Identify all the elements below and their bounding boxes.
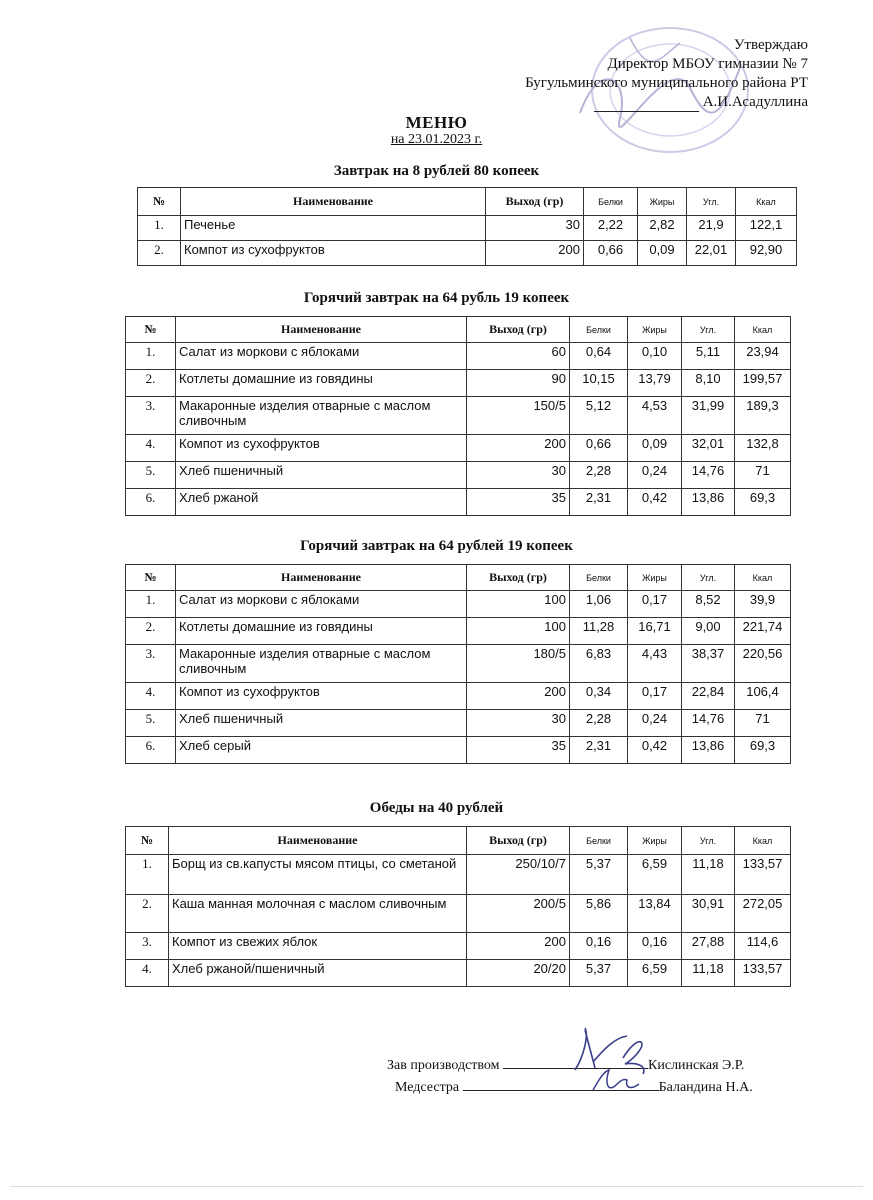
row-carbs: 22,84 [682, 683, 735, 710]
row-protein: 2,31 [570, 737, 628, 764]
table-row [126, 737, 791, 764]
menu-date [0, 132, 873, 148]
row-carbs: 22,01 [687, 241, 736, 266]
col-yield: Выход (гр) [467, 827, 570, 855]
row-fat: 13,84 [628, 895, 682, 933]
col-name: Наименование [176, 565, 467, 591]
approval-block [525, 36, 808, 112]
row-yield: 20/20 [467, 960, 570, 987]
row-fat: 0,24 [628, 710, 682, 737]
col-name: Наименование [181, 188, 486, 216]
row-name: Салат из моркови с яблоками [176, 343, 467, 370]
row-yield: 200/5 [467, 895, 570, 933]
col-yield: Выход (гр) [467, 317, 570, 343]
row-fat: 0,17 [628, 591, 682, 618]
col-name: Наименование [169, 827, 467, 855]
row-num: 3. [126, 397, 176, 435]
table-row [126, 855, 791, 895]
row-carbs: 30,91 [682, 895, 735, 933]
row-kcal: 69,3 [735, 489, 791, 516]
table-row [126, 343, 791, 370]
row-kcal: 71 [735, 710, 791, 737]
section-heading: Горячий завтрак на 64 рублей 19 копеек [300, 538, 573, 554]
row-kcal: 133,57 [735, 960, 791, 987]
row-num: 6. [126, 737, 176, 764]
row-num: 4. [126, 683, 176, 710]
row-protein: 2,31 [570, 489, 628, 516]
row-protein: 2,28 [570, 710, 628, 737]
col-fat: Жиры [628, 565, 682, 591]
row-yield: 100 [467, 591, 570, 618]
row-name: Хлеб ржаной [176, 489, 467, 516]
col-fat: Жиры [628, 827, 682, 855]
row-yield: 250/10/7 [467, 855, 570, 895]
row-name: Компот из свежих яблок [169, 933, 467, 960]
row-carbs: 13,86 [682, 489, 735, 516]
row-fat: 4,43 [628, 645, 682, 683]
row-kcal: 23,94 [735, 343, 791, 370]
row-yield: 150/5 [467, 397, 570, 435]
nurse-name: Баландина Н.А. [658, 1080, 753, 1095]
row-num: 1. [138, 216, 181, 241]
table-row [126, 933, 791, 960]
row-kcal: 106,4 [735, 683, 791, 710]
row-protein: 0,66 [570, 435, 628, 462]
row-protein: 11,28 [570, 618, 628, 645]
row-protein: 2,22 [584, 216, 638, 241]
row-kcal: 39,9 [735, 591, 791, 618]
row-carbs: 31,99 [682, 397, 735, 435]
row-name: Салат из моркови с яблоками [176, 591, 467, 618]
row-kcal: 199,57 [735, 370, 791, 397]
row-fat: 0,09 [628, 435, 682, 462]
col-num: № [126, 827, 169, 855]
col-protein: Белки [584, 188, 638, 216]
row-num: 5. [126, 710, 176, 737]
table-row [126, 489, 791, 516]
row-name: Хлеб пшеничный [176, 710, 467, 737]
menu-table-breakfast [137, 187, 797, 266]
row-carbs: 11,18 [682, 855, 735, 895]
row-fat: 0,10 [628, 343, 682, 370]
production-label: Зав производством [387, 1058, 500, 1073]
row-num: 4. [126, 960, 169, 987]
col-kcal: Ккал [736, 188, 797, 216]
row-num: 2. [126, 370, 176, 397]
row-yield: 200 [467, 435, 570, 462]
row-name: Макаронные изделия отварные с маслом сливочным [176, 645, 467, 683]
approval-position: Директор МБОУ гимназии № 7 [607, 56, 808, 72]
row-kcal: 71 [735, 462, 791, 489]
row-yield: 100 [467, 618, 570, 645]
table-row [126, 618, 791, 645]
col-kcal: Ккал [735, 317, 791, 343]
row-protein: 10,15 [570, 370, 628, 397]
row-num: 1. [126, 591, 176, 618]
row-name: Макаронные изделия отварные с маслом сливочным [176, 397, 467, 435]
row-protein: 0,16 [570, 933, 628, 960]
col-yield: Выход (гр) [467, 565, 570, 591]
row-fat: 6,59 [628, 960, 682, 987]
menu-table-lunch [125, 826, 791, 987]
row-kcal: 114,6 [735, 933, 791, 960]
col-fat: Жиры [638, 188, 687, 216]
row-num: 6. [126, 489, 176, 516]
table-header-row [126, 827, 791, 855]
row-num: 4. [126, 435, 176, 462]
row-protein: 0,34 [570, 683, 628, 710]
col-protein: Белки [570, 565, 628, 591]
table-row [138, 216, 797, 241]
table-row [126, 683, 791, 710]
row-kcal: 92,90 [736, 241, 797, 266]
section-heading: Завтрак на 8 рублей 80 копеек [333, 163, 540, 179]
col-carbs: Угл. [682, 317, 735, 343]
row-fat: 4,53 [628, 397, 682, 435]
row-num: 3. [126, 645, 176, 683]
table-header-row [126, 317, 791, 343]
col-carbs: Угл. [687, 188, 736, 216]
row-num: 5. [126, 462, 176, 489]
row-num: 2. [126, 618, 176, 645]
row-name: Хлеб серый [176, 737, 467, 764]
table-row [126, 462, 791, 489]
col-kcal: Ккал [735, 565, 791, 591]
row-carbs: 32,01 [682, 435, 735, 462]
row-yield: 200 [467, 933, 570, 960]
row-fat: 13,79 [628, 370, 682, 397]
row-num: 1. [126, 343, 176, 370]
col-fat: Жиры [628, 317, 682, 343]
col-num: № [126, 565, 176, 591]
signature-nurse [585, 1062, 645, 1102]
table-row [126, 710, 791, 737]
row-yield: 30 [486, 216, 584, 241]
row-name: Хлеб пшеничный [176, 462, 467, 489]
row-fat: 6,59 [628, 855, 682, 895]
row-kcal: 189,3 [735, 397, 791, 435]
row-fat: 0,24 [628, 462, 682, 489]
row-carbs: 27,88 [682, 933, 735, 960]
table-row [126, 370, 791, 397]
approval-title: Утверждаю [733, 37, 808, 53]
row-protein: 0,66 [584, 241, 638, 266]
table-header-row [126, 565, 791, 591]
row-protein: 0,64 [570, 343, 628, 370]
row-name: Компот из сухофруктов [181, 241, 486, 266]
row-kcal: 221,74 [735, 618, 791, 645]
row-carbs: 8,10 [682, 370, 735, 397]
row-fat: 16,71 [628, 618, 682, 645]
row-carbs: 14,76 [682, 462, 735, 489]
section-heading: Обеды на 40 рублей [369, 800, 504, 816]
row-kcal: 132,8 [735, 435, 791, 462]
row-yield: 200 [486, 241, 584, 266]
row-name: Каша манная молочная с маслом сливочным [169, 895, 467, 933]
row-num: 2. [126, 895, 169, 933]
row-fat: 0,17 [628, 683, 682, 710]
signature-line [594, 111, 699, 112]
menu-table-hot-breakfast-1 [125, 316, 791, 516]
row-name: Котлеты домашние из говядины [176, 370, 467, 397]
row-kcal: 69,3 [735, 737, 791, 764]
row-carbs: 21,9 [687, 216, 736, 241]
row-protein: 1,06 [570, 591, 628, 618]
row-num: 3. [126, 933, 169, 960]
row-carbs: 5,11 [682, 343, 735, 370]
row-yield: 30 [467, 462, 570, 489]
row-name: Компот из сухофруктов [176, 435, 467, 462]
row-protein: 2,28 [570, 462, 628, 489]
row-protein: 5,37 [570, 960, 628, 987]
row-yield: 200 [467, 683, 570, 710]
row-name: Котлеты домашние из говядины [176, 618, 467, 645]
col-name: Наименование [176, 317, 467, 343]
row-yield: 90 [467, 370, 570, 397]
nurse-label: Медсестра [395, 1080, 460, 1095]
table-row [126, 960, 791, 987]
row-name: Хлеб ржаной/пшеничный [169, 960, 467, 987]
col-carbs: Угл. [682, 565, 735, 591]
row-fat: 0,16 [628, 933, 682, 960]
row-kcal: 122,1 [736, 216, 797, 241]
table-row [126, 435, 791, 462]
row-carbs: 9,00 [682, 618, 735, 645]
row-name: Компот из сухофруктов [176, 683, 467, 710]
row-fat: 0,42 [628, 489, 682, 516]
col-num: № [138, 188, 181, 216]
col-num: № [126, 317, 176, 343]
row-carbs: 13,86 [682, 737, 735, 764]
row-carbs: 38,37 [682, 645, 735, 683]
row-fat: 0,09 [638, 241, 687, 266]
row-yield: 30 [467, 710, 570, 737]
approval-organization: Бугульминского муниципального района РТ [525, 75, 808, 91]
row-num: 1. [126, 855, 169, 895]
row-protein: 6,83 [570, 645, 628, 683]
production-name: Кислинская Э.Р. [648, 1058, 745, 1073]
page-edge [10, 1186, 863, 1187]
table-row [126, 645, 791, 683]
col-yield: Выход (гр) [486, 188, 584, 216]
col-kcal: Ккал [735, 827, 791, 855]
row-fat: 2,82 [638, 216, 687, 241]
row-name: Борщ из св.капусты мясом птицы, со сметаной [169, 855, 467, 895]
row-kcal: 272,05 [735, 895, 791, 933]
row-yield: 35 [467, 737, 570, 764]
row-yield: 180/5 [467, 645, 570, 683]
row-carbs: 14,76 [682, 710, 735, 737]
table-row [138, 241, 797, 266]
page-title: МЕНЮ [405, 113, 468, 132]
row-name: Печенье [181, 216, 486, 241]
row-protein: 5,37 [570, 855, 628, 895]
row-carbs: 8,52 [682, 591, 735, 618]
approval-signatory [525, 93, 808, 112]
table-row [126, 895, 791, 933]
row-protein: 5,86 [570, 895, 628, 933]
table-row [126, 591, 791, 618]
table-row [126, 397, 791, 435]
col-protein: Белки [570, 317, 628, 343]
row-yield: 60 [467, 343, 570, 370]
row-fat: 0,42 [628, 737, 682, 764]
row-yield: 35 [467, 489, 570, 516]
menu-date-text: на 23.01.2023 г. [390, 132, 483, 147]
row-carbs: 11,18 [682, 960, 735, 987]
col-protein: Белки [570, 827, 628, 855]
col-carbs: Угл. [682, 827, 735, 855]
menu-table-hot-breakfast-2 [125, 564, 791, 764]
row-protein: 5,12 [570, 397, 628, 435]
table-header-row [138, 188, 797, 216]
approval-name: А.И.Асадуллина [702, 94, 808, 110]
row-num: 2. [138, 241, 181, 266]
row-kcal: 133,57 [735, 855, 791, 895]
row-kcal: 220,56 [735, 645, 791, 683]
section-heading: Горячий завтрак на 64 рубль 19 копеек [303, 290, 570, 306]
